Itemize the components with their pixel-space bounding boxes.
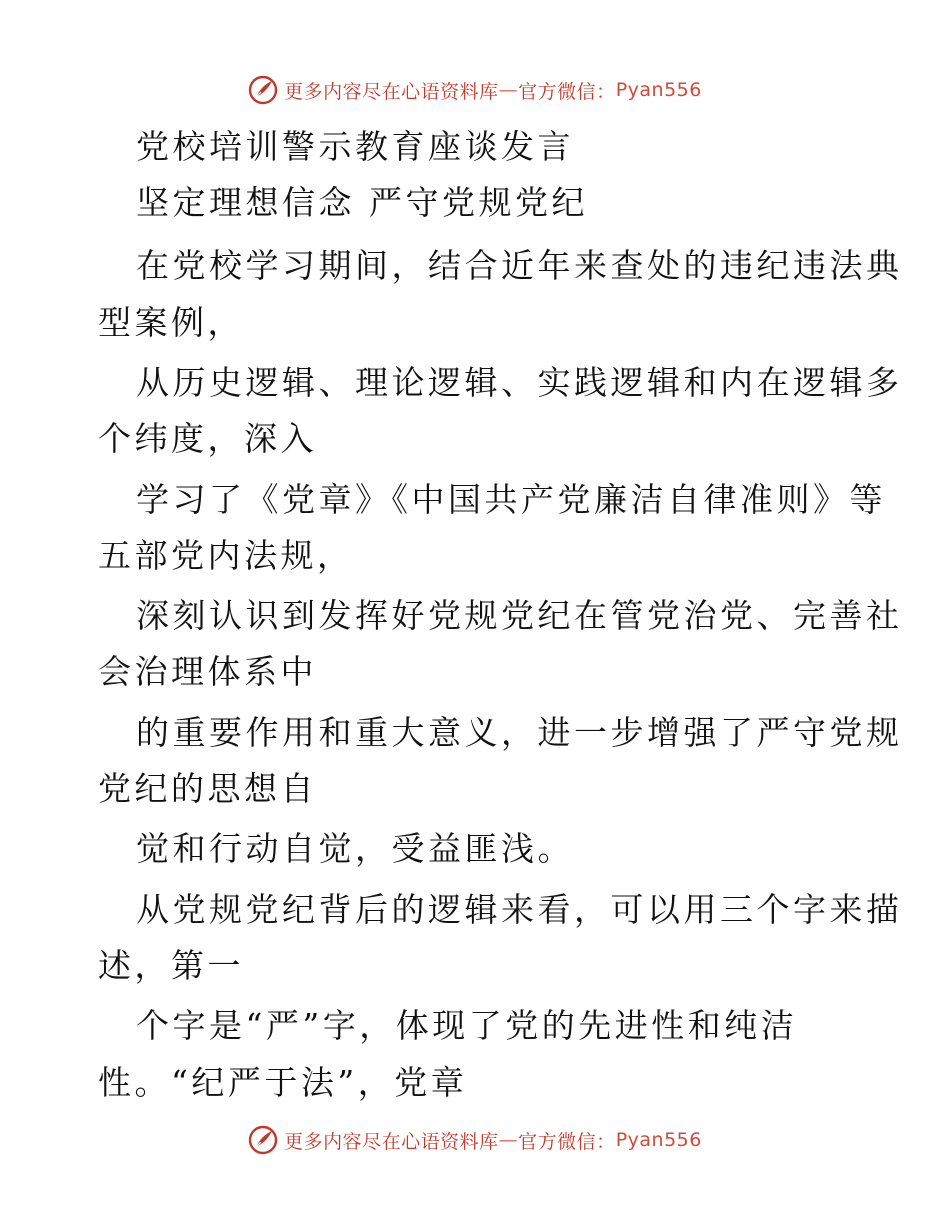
paragraph-line: 性。“纪严于法”，党章 [98, 1063, 468, 1102]
paragraph-line: 个纬度，深入 [98, 419, 317, 458]
watermark-wechat-id: Pyan556 [615, 79, 702, 101]
paragraph-line: 在党校学习期间，结合近年来查处的违纪违法典 [136, 246, 903, 285]
paragraph-line: 述，第一 [98, 946, 244, 985]
doc-title: 党校培训警示教育座谈发言 [136, 127, 574, 166]
paragraph-line: 型案例， [98, 303, 244, 342]
watermark-wechat-label: 官方微信： [518, 80, 616, 103]
quill-logo-icon [248, 75, 278, 105]
paragraph-line: 个字是“严”字，体现了党的先进性和纯洁 [136, 1006, 798, 1045]
paragraph-line: 从历史逻辑、理论逻辑、实践逻辑和内在逻辑多 [136, 363, 903, 402]
watermark-footer [0, 1120, 950, 1160]
paragraph-line: 五部党内法规， [98, 536, 354, 575]
paragraph-line: 会治理体系中 [98, 652, 317, 691]
watermark-separator: — [498, 1129, 519, 1151]
paragraph-line: 深刻认识到发挥好党规党纪在管党治党、完善社 [136, 596, 903, 635]
quill-logo-icon [248, 1125, 278, 1155]
watermark-header [0, 70, 950, 110]
paragraph-line: 党纪的思想自 [98, 769, 317, 808]
watermark-separator: — [498, 79, 519, 101]
watermark-wechat-id: Pyan556 [615, 1129, 702, 1151]
watermark-main-text: 更多内容尽在心语资料库 [284, 1130, 499, 1153]
watermark-main-text: 更多内容尽在心语资料库 [284, 80, 499, 103]
paragraph-line: 的重要作用和重大意义，进一步增强了严守党规 [136, 713, 903, 752]
paragraph-line: 学习了《党章》《中国共产党廉洁自律准则》等 [136, 480, 886, 519]
paragraph-line: 觉和行动自觉，受益匪浅。 [136, 829, 574, 868]
doc-subtitle: 坚定理想信念 严守党规党纪 [136, 183, 588, 222]
watermark-wechat-label: 官方微信： [518, 1130, 616, 1153]
paragraph-line: 从党规党纪背后的逻辑来看，可以用三个字来描 [136, 890, 903, 929]
